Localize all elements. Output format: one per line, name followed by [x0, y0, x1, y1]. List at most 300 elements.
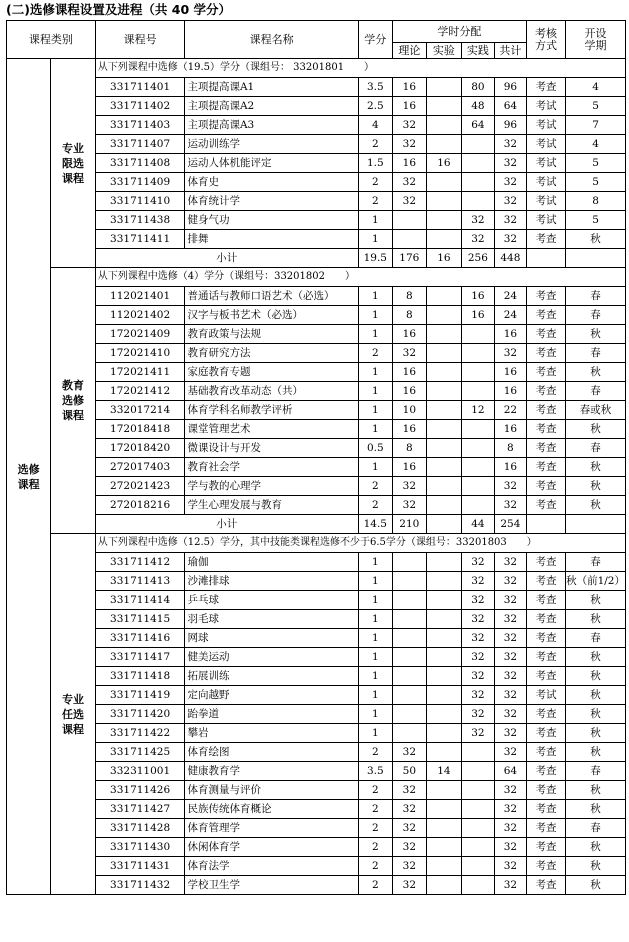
course-lab-hours: [426, 287, 461, 306]
course-total-hours: 32: [494, 800, 526, 819]
course-semester: 4: [566, 78, 626, 97]
course-assessment: 考查: [526, 306, 565, 325]
course-code: 172018418: [95, 420, 185, 439]
course-name: 学与教的心理学: [185, 477, 358, 496]
course-lab-hours: [426, 838, 461, 857]
course-code: 172021411: [95, 363, 185, 382]
course-assessment: 考查: [526, 838, 565, 857]
course-name: 攀岩: [185, 724, 358, 743]
group-label: 专业 限选 课程: [51, 59, 95, 268]
course-lab-hours: [426, 401, 461, 420]
course-row: [7, 154, 626, 173]
course-theory-hours: 16: [392, 363, 426, 382]
course-semester: 秋: [566, 458, 626, 477]
course-semester: 秋: [566, 838, 626, 857]
course-assessment: 考试: [526, 154, 565, 173]
course-row: [7, 648, 626, 667]
course-name: 定向越野: [185, 686, 358, 705]
course-code: 172021410: [95, 344, 185, 363]
course-semester: 春: [566, 762, 626, 781]
course-theory-hours: 32: [392, 876, 426, 895]
elective-course-table: [6, 20, 626, 895]
course-assessment: 考查: [526, 724, 565, 743]
course-row: [7, 477, 626, 496]
course-theory-hours: 50: [392, 762, 426, 781]
course-row: [7, 762, 626, 781]
header-total: 共计: [494, 43, 526, 59]
course-theory-hours: [392, 211, 426, 230]
course-theory-hours: [392, 591, 426, 610]
course-name: 课堂管理艺术: [185, 420, 358, 439]
course-practice-hours: 64: [461, 116, 494, 135]
subtotal-assessment: [526, 249, 565, 268]
course-total-hours: 32: [494, 705, 526, 724]
course-theory-hours: [392, 230, 426, 249]
course-practice-hours: [461, 458, 494, 477]
course-practice-hours: 32: [461, 591, 494, 610]
course-credits: 2: [358, 173, 392, 192]
course-credits: 1: [358, 420, 392, 439]
course-total-hours: 32: [494, 686, 526, 705]
course-lab-hours: [426, 230, 461, 249]
course-credits: 1: [358, 705, 392, 724]
course-credits: 2: [358, 192, 392, 211]
course-name: 微课设计与开发: [185, 439, 358, 458]
course-row: [7, 800, 626, 819]
course-total-hours: 32: [494, 230, 526, 249]
course-credits: 1: [358, 591, 392, 610]
course-semester: 5: [566, 154, 626, 173]
course-lab-hours: [426, 78, 461, 97]
course-theory-hours: 32: [392, 496, 426, 515]
course-theory-hours: 32: [392, 344, 426, 363]
course-semester: 秋（前1/2）: [566, 572, 626, 591]
course-total-hours: 32: [494, 610, 526, 629]
course-code: 331711409: [95, 173, 185, 192]
course-credits: 1: [358, 458, 392, 477]
course-lab-hours: [426, 667, 461, 686]
group-label: 专业 任选 课程: [51, 534, 95, 895]
course-code: 331711428: [95, 819, 185, 838]
header-credits: 学分: [358, 21, 392, 59]
group-note: 从下列课程中选修（19.5）学分（课组号： 33201801 ）: [95, 59, 625, 78]
header-hours-group: 学时分配: [392, 21, 526, 43]
course-practice-hours: [461, 496, 494, 515]
course-theory-hours: 32: [392, 477, 426, 496]
course-code: 331711425: [95, 743, 185, 762]
course-theory-hours: 16: [392, 78, 426, 97]
course-credits: 2: [358, 477, 392, 496]
course-code: 332311001: [95, 762, 185, 781]
course-semester: 春: [566, 819, 626, 838]
course-total-hours: 24: [494, 306, 526, 325]
course-credits: 0.5: [358, 439, 392, 458]
course-credits: 1: [358, 572, 392, 591]
course-theory-hours: 8: [392, 306, 426, 325]
course-semester: 秋: [566, 800, 626, 819]
course-code: 331711414: [95, 591, 185, 610]
course-code: 331711420: [95, 705, 185, 724]
course-lab-hours: [426, 211, 461, 230]
course-name: 普通话与教师口语艺术（必选）: [185, 287, 358, 306]
course-code: 331711432: [95, 876, 185, 895]
course-code: 331711426: [95, 781, 185, 800]
course-practice-hours: [461, 876, 494, 895]
course-credits: 1.5: [358, 154, 392, 173]
subtotal-semester: [566, 515, 626, 534]
course-assessment: 考试: [526, 135, 565, 154]
course-row: [7, 211, 626, 230]
course-assessment: 考查: [526, 876, 565, 895]
course-practice-hours: 32: [461, 211, 494, 230]
course-code: 331711416: [95, 629, 185, 648]
course-row: [7, 230, 626, 249]
course-semester: 5: [566, 173, 626, 192]
course-row: [7, 629, 626, 648]
course-lab-hours: [426, 800, 461, 819]
course-assessment: 考查: [526, 648, 565, 667]
course-row: [7, 724, 626, 743]
course-practice-hours: [461, 800, 494, 819]
course-assessment: 考试: [526, 97, 565, 116]
course-row: [7, 382, 626, 401]
course-practice-hours: [461, 439, 494, 458]
course-theory-hours: 16: [392, 97, 426, 116]
course-total-hours: 24: [494, 287, 526, 306]
course-credits: 2: [358, 819, 392, 838]
course-credits: 1: [358, 629, 392, 648]
course-name: 瑜伽: [185, 553, 358, 572]
course-theory-hours: 32: [392, 135, 426, 154]
course-semester: 5: [566, 97, 626, 116]
subtotal-total-hours: 448: [494, 249, 526, 268]
course-row: [7, 496, 626, 515]
course-credits: 1: [358, 610, 392, 629]
course-name: 羽毛球: [185, 610, 358, 629]
course-total-hours: 32: [494, 629, 526, 648]
course-lab-hours: 14: [426, 762, 461, 781]
course-semester: 秋: [566, 781, 626, 800]
course-practice-hours: [461, 838, 494, 857]
course-practice-hours: 32: [461, 610, 494, 629]
course-assessment: 考查: [526, 401, 565, 420]
course-name: 健美运动: [185, 648, 358, 667]
course-theory-hours: 8: [392, 439, 426, 458]
header-practice: 实践: [461, 43, 494, 59]
course-theory-hours: 32: [392, 192, 426, 211]
course-code: 331711401: [95, 78, 185, 97]
course-semester: 秋: [566, 363, 626, 382]
course-theory-hours: [392, 629, 426, 648]
course-row: [7, 610, 626, 629]
course-practice-hours: [461, 477, 494, 496]
course-name: 运动训练学: [185, 135, 358, 154]
course-credits: 2: [358, 876, 392, 895]
course-code: 331711438: [95, 211, 185, 230]
course-code: 331711403: [95, 116, 185, 135]
course-practice-hours: 80: [461, 78, 494, 97]
course-credits: 1: [358, 401, 392, 420]
course-row: [7, 325, 626, 344]
course-total-hours: 16: [494, 458, 526, 477]
course-lab-hours: [426, 363, 461, 382]
course-semester: 秋: [566, 705, 626, 724]
course-total-hours: 16: [494, 363, 526, 382]
header-assessment: 考核 方式: [526, 21, 565, 59]
course-credits: 2: [358, 857, 392, 876]
course-code: 331711419: [95, 686, 185, 705]
course-name: 体育史: [185, 173, 358, 192]
course-credits: 1: [358, 382, 392, 401]
course-practice-hours: 32: [461, 686, 494, 705]
course-name: 体育测量与评价: [185, 781, 358, 800]
course-practice-hours: [461, 857, 494, 876]
course-assessment: 考查: [526, 420, 565, 439]
course-code: 331711430: [95, 838, 185, 857]
course-practice-hours: [461, 135, 494, 154]
course-total-hours: 64: [494, 762, 526, 781]
course-row: [7, 705, 626, 724]
course-lab-hours: 16: [426, 154, 461, 173]
course-lab-hours: [426, 458, 461, 477]
subtotal-semester: [566, 249, 626, 268]
course-name: 网球: [185, 629, 358, 648]
course-lab-hours: [426, 306, 461, 325]
course-assessment: 考试: [526, 686, 565, 705]
course-credits: 2: [358, 496, 392, 515]
course-lab-hours: [426, 819, 461, 838]
course-lab-hours: [426, 344, 461, 363]
course-assessment: 考查: [526, 819, 565, 838]
course-total-hours: 16: [494, 382, 526, 401]
course-semester: 8: [566, 192, 626, 211]
course-assessment: 考试: [526, 116, 565, 135]
course-code: 272021423: [95, 477, 185, 496]
course-name: 休闲体育学: [185, 838, 358, 857]
course-name: 体育学科名师教学评析: [185, 401, 358, 420]
course-total-hours: 32: [494, 591, 526, 610]
course-practice-hours: 32: [461, 705, 494, 724]
course-semester: 秋: [566, 477, 626, 496]
course-lab-hours: [426, 116, 461, 135]
course-assessment: 考查: [526, 230, 565, 249]
course-lab-hours: [426, 648, 461, 667]
course-row: [7, 192, 626, 211]
course-semester: 4: [566, 135, 626, 154]
course-lab-hours: [426, 135, 461, 154]
course-name: 基础教育改革动态（共）: [185, 382, 358, 401]
course-lab-hours: [426, 553, 461, 572]
course-code: 331711415: [95, 610, 185, 629]
course-total-hours: 96: [494, 116, 526, 135]
course-row: [7, 591, 626, 610]
course-semester: 秋: [566, 876, 626, 895]
course-credits: 2: [358, 800, 392, 819]
course-practice-hours: 32: [461, 724, 494, 743]
course-total-hours: 96: [494, 78, 526, 97]
course-theory-hours: 16: [392, 325, 426, 344]
course-total-hours: 32: [494, 781, 526, 800]
course-theory-hours: 32: [392, 838, 426, 857]
course-name: 健身气功: [185, 211, 358, 230]
course-code: 331711402: [95, 97, 185, 116]
course-assessment: 考试: [526, 173, 565, 192]
course-name: 排舞: [185, 230, 358, 249]
course-total-hours: 32: [494, 572, 526, 591]
course-name: 学校卫生学: [185, 876, 358, 895]
course-semester: 春或秋: [566, 401, 626, 420]
course-theory-hours: 32: [392, 173, 426, 192]
course-theory-hours: 32: [392, 800, 426, 819]
course-assessment: 考查: [526, 762, 565, 781]
course-assessment: 考查: [526, 496, 565, 515]
course-credits: 4: [358, 116, 392, 135]
course-row: [7, 78, 626, 97]
course-credits: 1: [358, 287, 392, 306]
header-course-code: 课程号: [95, 21, 185, 59]
course-row: [7, 781, 626, 800]
course-name: 汉字与板书艺术（必选）: [185, 306, 358, 325]
course-code: 331711410: [95, 192, 185, 211]
course-theory-hours: [392, 667, 426, 686]
course-row: [7, 686, 626, 705]
course-total-hours: 32: [494, 724, 526, 743]
course-name: 拓展训练: [185, 667, 358, 686]
course-name: 健康教育学: [185, 762, 358, 781]
course-lab-hours: [426, 325, 461, 344]
course-semester: 秋: [566, 591, 626, 610]
course-semester: 秋: [566, 325, 626, 344]
course-lab-hours: [426, 591, 461, 610]
course-credits: 2.5: [358, 97, 392, 116]
course-lab-hours: [426, 420, 461, 439]
course-lab-hours: [426, 857, 461, 876]
course-name: 教育政策与法规: [185, 325, 358, 344]
course-practice-hours: [461, 382, 494, 401]
course-code: 172021409: [95, 325, 185, 344]
course-semester: 秋: [566, 648, 626, 667]
course-practice-hours: 32: [461, 648, 494, 667]
course-semester: 春: [566, 344, 626, 363]
course-credits: 1: [358, 363, 392, 382]
course-row: [7, 135, 626, 154]
course-row: [7, 667, 626, 686]
course-practice-hours: 16: [461, 306, 494, 325]
subtotal-label: 小计: [95, 515, 358, 534]
course-lab-hours: [426, 382, 461, 401]
course-semester: 春: [566, 287, 626, 306]
course-total-hours: 32: [494, 819, 526, 838]
course-practice-hours: 12: [461, 401, 494, 420]
course-name: 跆拳道: [185, 705, 358, 724]
course-name: 主项提高课A1: [185, 78, 358, 97]
course-row: [7, 116, 626, 135]
course-total-hours: 32: [494, 743, 526, 762]
course-credits: 1: [358, 724, 392, 743]
course-practice-hours: 32: [461, 667, 494, 686]
course-row: [7, 458, 626, 477]
course-total-hours: 32: [494, 135, 526, 154]
course-assessment: 考试: [526, 211, 565, 230]
header-lab: 实验: [426, 43, 461, 59]
course-lab-hours: [426, 686, 461, 705]
course-theory-hours: 32: [392, 781, 426, 800]
course-credits: 1: [358, 325, 392, 344]
course-row: [7, 306, 626, 325]
course-lab-hours: [426, 724, 461, 743]
course-semester: 5: [566, 211, 626, 230]
course-total-hours: 32: [494, 154, 526, 173]
course-semester: 秋: [566, 667, 626, 686]
course-code: 172021412: [95, 382, 185, 401]
course-theory-hours: [392, 610, 426, 629]
course-code: 331711418: [95, 667, 185, 686]
course-practice-hours: 32: [461, 572, 494, 591]
course-total-hours: 32: [494, 838, 526, 857]
course-total-hours: 32: [494, 876, 526, 895]
group-note: 从下列课程中选修（4）学分（课组号：33201802 ）: [95, 268, 625, 287]
course-credits: 2: [358, 838, 392, 857]
course-row: [7, 857, 626, 876]
course-row: [7, 344, 626, 363]
course-total-hours: 32: [494, 857, 526, 876]
course-theory-hours: 16: [392, 458, 426, 477]
course-practice-hours: [461, 154, 494, 173]
course-code: 172018420: [95, 439, 185, 458]
course-row: [7, 173, 626, 192]
course-semester: 秋: [566, 857, 626, 876]
course-practice-hours: 32: [461, 230, 494, 249]
course-credits: 1: [358, 648, 392, 667]
course-row: [7, 553, 626, 572]
course-row: [7, 572, 626, 591]
header-theory: 理论: [392, 43, 426, 59]
course-practice-hours: [461, 344, 494, 363]
course-practice-hours: 32: [461, 553, 494, 572]
course-row: [7, 743, 626, 762]
course-credits: 1: [358, 230, 392, 249]
course-row: [7, 439, 626, 458]
course-practice-hours: [461, 743, 494, 762]
course-theory-hours: 16: [392, 420, 426, 439]
course-credits: 2: [358, 135, 392, 154]
course-name: 教育社会学: [185, 458, 358, 477]
course-total-hours: 64: [494, 97, 526, 116]
header-semester: 开设 学期: [566, 21, 626, 59]
course-theory-hours: [392, 686, 426, 705]
subtotal-total-hours: 254: [494, 515, 526, 534]
course-theory-hours: 10: [392, 401, 426, 420]
header-category: 课程类别: [7, 21, 96, 59]
course-theory-hours: [392, 648, 426, 667]
subtotal-lab-hours: [426, 515, 461, 534]
course-assessment: 考查: [526, 629, 565, 648]
course-lab-hours: [426, 743, 461, 762]
course-total-hours: 22: [494, 401, 526, 420]
group-note-row: [7, 268, 626, 287]
page-title: (二)选修课程设置及进程（共 40 学分）: [6, 2, 232, 17]
subtotal-theory-hours: 210: [392, 515, 426, 534]
course-total-hours: 8: [494, 439, 526, 458]
course-total-hours: 32: [494, 496, 526, 515]
course-semester: 春: [566, 306, 626, 325]
subtotal-row: [7, 249, 626, 268]
course-assessment: 考查: [526, 439, 565, 458]
course-semester: 春: [566, 553, 626, 572]
course-semester: 春: [566, 439, 626, 458]
course-code: 331711408: [95, 154, 185, 173]
subtotal-credits: 19.5: [358, 249, 392, 268]
